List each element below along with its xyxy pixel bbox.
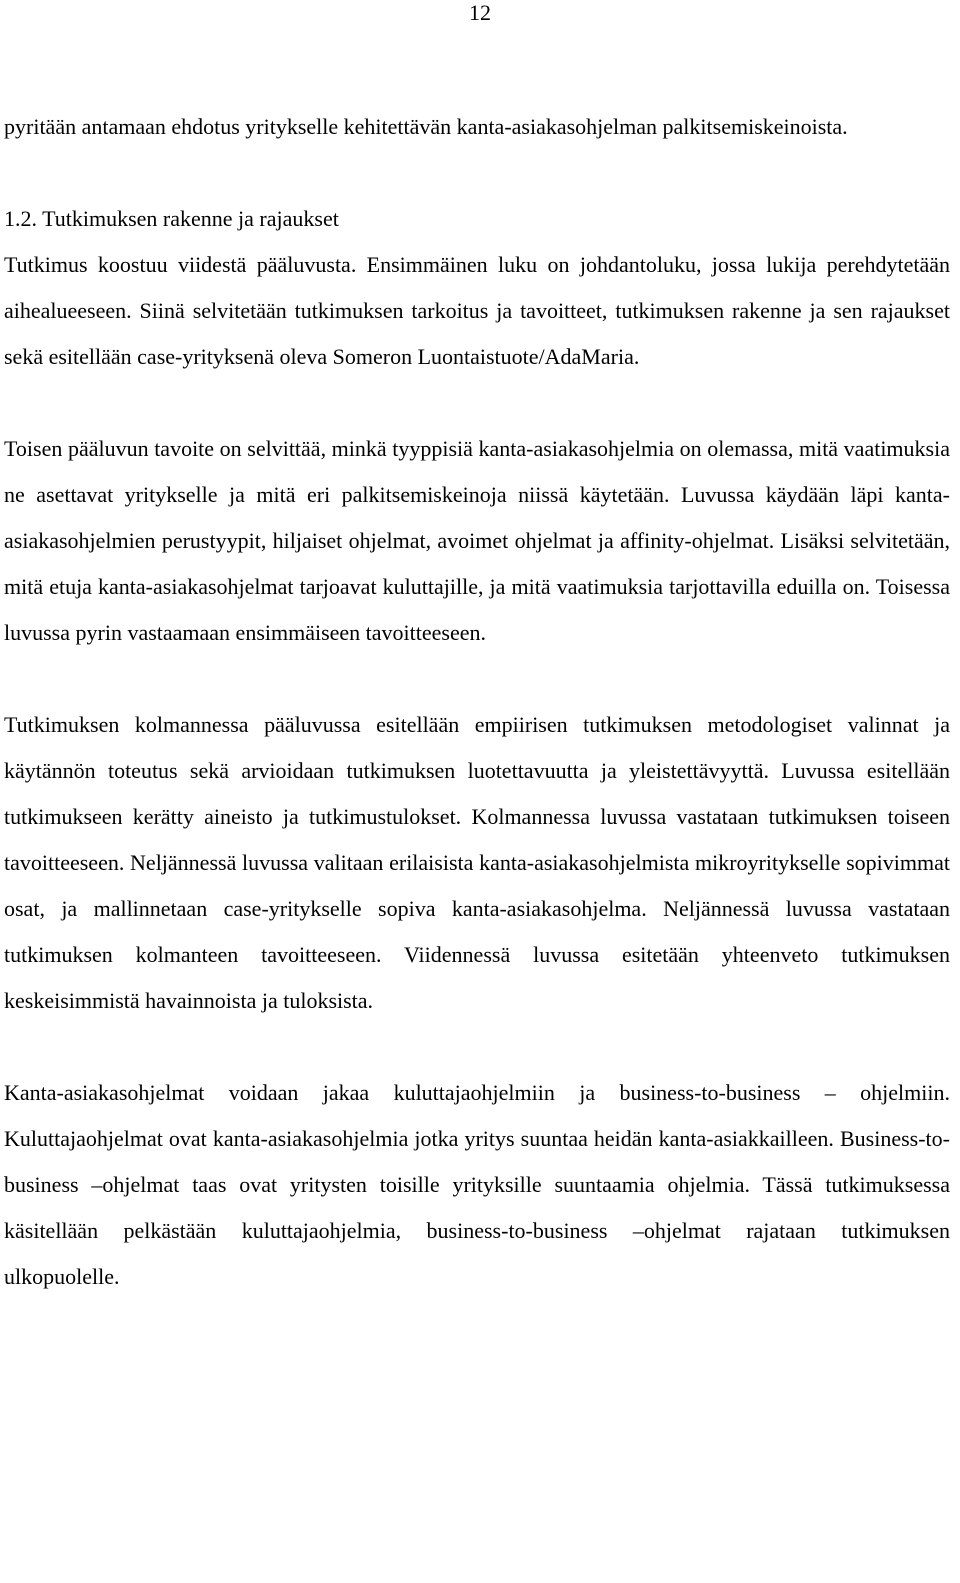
spacer	[4, 1024, 950, 1070]
section-heading: 1.2. Tutkimuksen rakenne ja rajaukset	[4, 206, 339, 231]
spacer	[4, 656, 950, 702]
spacer	[4, 150, 950, 196]
paragraph-delimitations: Kanta-asiakasohjelmat voidaan jakaa kuluttajaohjelmiin ja business-to-business – ohjelmiin. Kuluttajaohjelmat ovat kanta-asiakasohjelmia jotka yritys suuntaa heidän kanta-asiakkailleen. Business-to-business –ohjelmat taas ovat yritysten toisille yrityksille suuntaamia ohjelmia. Tässä tutkimuksessa käsitellään pelkästään kuluttajaohjelmia, business-to-business –ohjelmat rajataan tutkimuksen ulkopuolelle.	[4, 1080, 950, 1289]
page-number: 12	[469, 0, 491, 25]
spacer	[4, 380, 950, 426]
paragraph-second-chapter: Toisen pääluvun tavoite on selvittää, minkä tyyppisiä kanta-asiakasohjelmia on olemassa, mitä vaatimuksia ne asettavat yritykselle ja mitä eri palkitsemiskeinoja niissä käytetään. Luvussa käydään läpi kanta-asiakasohjelmien perustyypit, hiljaiset ohjelmat, avoimet ohjelmat ja affinity-ohjelmat. Lisäksi selvitetään, mitä etuja kanta-asiakasohjelmat tarjoavat kuluttajille, ja mitä vaatimuksia tarjottavilla eduilla on. Toisessa luvussa pyrin vastaamaan ensimmäiseen tavoitteeseen.	[4, 436, 950, 645]
document-body	[4, 104, 950, 1300]
paragraph-third-chapter: Tutkimuksen kolmannessa pääluvussa esitellään empiirisen tutkimuksen metodologiset valinnat ja käytännön toteutus sekä arvioidaan tutkimuksen luotettavuutta ja yleistettävyyttä. Luvussa esitellään tutkimukseen kerätty aineisto ja tutkimustulokset. Kolmannessa luvussa vastataan tutkimuksen toiseen tavoitteeseen. Neljännessä luvussa valitaan erilaisista kanta-asiakasohjelmista mikroyritykselle sopivimmat osat, ja mallinnetaan case-yritykselle sopiva kanta-asiakasohjelma. Neljännessä luvussa vastataan tutkimuksen kolmanteen tavoitteeseen. Viidennessä luvussa esitetään yhteenveto tutkimuksen keskeisimmistä havainnoista ja tuloksista.	[4, 712, 950, 1013]
paragraph-structure-overview: Tutkimus koostuu viidestä pääluvusta. Ensimmäinen luku on johdantoluku, jossa lukija perehdytetään aihealueeseen. Siinä selvitetään tutkimuksen tarkoitus ja tavoitteet, tutkimuksen rakenne ja sen rajaukset sekä esitellään case-yrityksenä oleva Someron Luontaistuote/AdaMaria.	[4, 252, 950, 369]
intro-paragraph: pyritään antamaan ehdotus yritykselle kehitettävän kanta-asiakasohjelman palkitsemiskeinoista.	[4, 114, 848, 139]
